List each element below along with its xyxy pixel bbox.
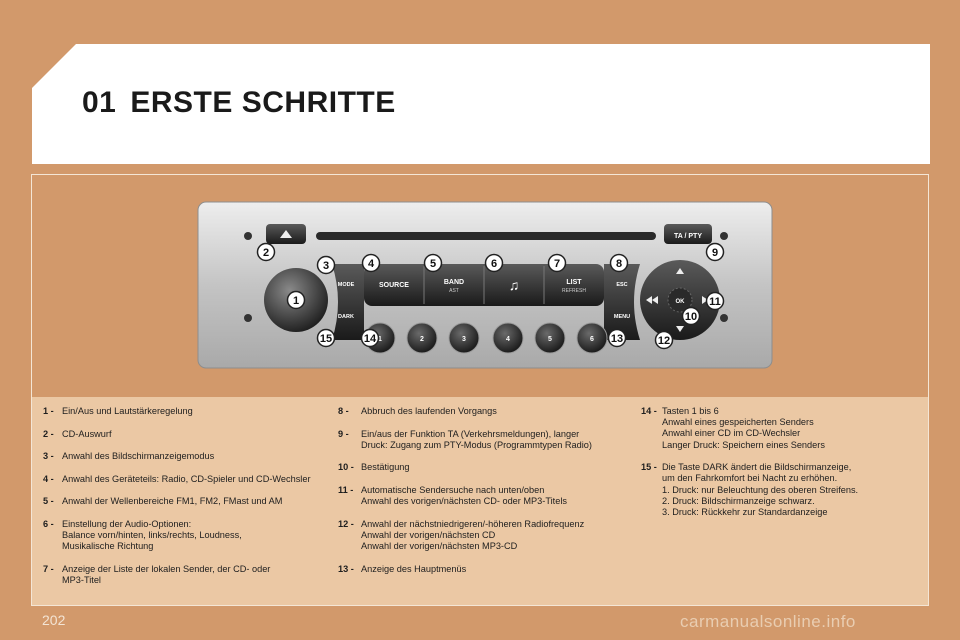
screw [244, 314, 252, 322]
legend-number: 9 - [338, 428, 349, 439]
legend-item [338, 485, 592, 507]
callout-14 [362, 330, 379, 347]
callout-number: 13 [610, 333, 624, 345]
legend-number: 11 - [338, 484, 354, 495]
legend-text: Bestätigung [361, 462, 410, 473]
legend-item [43, 496, 311, 507]
dark-label: DARK [338, 314, 354, 320]
menu-button[interactable]: MENU [613, 314, 631, 320]
callout-5 [425, 255, 442, 272]
callout-1 [288, 292, 305, 309]
callout-3 [318, 257, 335, 274]
legend-text: Abbruch des laufenden Vorgangs [361, 406, 497, 416]
legend-text: Anwahl des Bildschirmanzeigemodus [62, 451, 215, 462]
legend-text: Ein/aus der Funktion TA (Verkehrsmeldungen), langer Druck: Zugang zum PTY-Modus (Programmtypen Radio) [361, 428, 592, 450]
legend-text: Die Taste DARK ändert die Bildschirmanzeige, um den Fahrkomfort bei Nacht zu erhöhen. 1. Druck: nur Beleuchtung des oberen Streifens. 2. Druck: Bildschirmanzeige schwarz. 3. Druck: Rückkehr zur Standardanzeige [662, 462, 859, 518]
screw [244, 232, 252, 240]
list-button[interactable]: LIST [566, 279, 582, 286]
legend-text: Tasten 1 bis 6 Anwahl eines gespeicherten Senders Anwahl einer CD im CD-Wechsler Langer Druck: Speichern eines Senders [662, 406, 825, 450]
refresh-label: REFRESH [562, 288, 586, 294]
radio-illustration [196, 200, 774, 370]
ok-label: OK [675, 299, 685, 305]
legend-item [43, 564, 311, 586]
legend-item [43, 519, 311, 553]
legend-number: 15 - [641, 462, 657, 473]
preset-label: 6 [590, 336, 594, 343]
legend-column-2 [338, 406, 592, 586]
legend-text: Einstellung der Audio-Optionen: Balance vorn/hinten, links/rechts, Loudness, Musikalische Richtung [62, 518, 242, 552]
legend-item [641, 406, 858, 451]
esc-button[interactable]: ESC [616, 282, 628, 288]
legend-item [338, 429, 592, 451]
callout-12 [656, 332, 673, 349]
callout-number: 4 [367, 258, 375, 270]
callout-2 [258, 244, 275, 261]
callout-number: 12 [657, 335, 671, 347]
legend-item [338, 406, 592, 417]
callout-number: 6 [490, 258, 498, 270]
callout-7 [549, 255, 566, 272]
screw [720, 232, 728, 240]
legend-column-3 [641, 406, 858, 530]
preset-label: 3 [462, 336, 466, 343]
legend-number: 12 - [338, 518, 354, 529]
legend-number: 7 - [43, 563, 54, 574]
cd-slot [316, 232, 656, 240]
legend-number: 14 - [641, 406, 657, 416]
callout-6 [486, 255, 503, 272]
legend-item [43, 451, 311, 462]
callout-number: 5 [429, 258, 437, 270]
watermark: carmanualsonline.info [680, 612, 856, 631]
legend-text: Anwahl des Geräteteils: Radio, CD-Spieler und CD-Wechsler [62, 473, 311, 484]
callout-4 [363, 255, 380, 272]
mode-label: MODE [337, 282, 355, 288]
ta-pty-label: TA / PTY [674, 233, 702, 240]
callout-number: 14 [363, 333, 377, 345]
legend-text: Automatische Sendersuche nach unten/oben Anwahl des vorigen/nächsten CD- oder MP3-Titels [361, 484, 567, 507]
callout-number: 2 [262, 247, 270, 259]
callout-number: 7 [553, 258, 561, 270]
audio-button[interactable]: ♫ [508, 277, 520, 293]
legend-text: Ein/Aus und Lautstärkeregelung [62, 406, 193, 416]
legend-number: 1 - [43, 406, 54, 416]
legend-column-1 [43, 406, 311, 598]
legend-number: 10 - [338, 462, 354, 473]
legend-text: Anzeige der Liste der lokalen Sender, der CD- oder MP3-Titel [62, 563, 271, 586]
legend-item [43, 474, 311, 485]
legend-number: 4 - [43, 473, 54, 484]
callout-8 [611, 255, 628, 272]
callout-number: 15 [319, 333, 333, 345]
preset-label: 5 [548, 336, 552, 343]
callout-number: 1 [292, 295, 300, 307]
legend-text: Anwahl der nächstniedrigeren/-höheren Radiofrequenz Anwahl der vorigen/nächsten CD Anwahl der vorigen/nächsten MP3-CD [361, 518, 585, 552]
legend-number: 5 - [43, 496, 54, 507]
callout-number: 10 [684, 311, 698, 323]
screw [720, 314, 728, 322]
legend-text: CD-Auswurf [62, 428, 112, 439]
legend-text: Anwahl der Wellenbereiche FM1, FM2, FMast und AM [62, 496, 283, 507]
callout-number: 3 [322, 260, 330, 272]
legend-number: 3 - [43, 451, 54, 462]
legend-item [43, 406, 311, 417]
callout-number: 11 [709, 296, 721, 308]
legend-number: 2 - [43, 428, 54, 439]
source-button[interactable]: SOURCE [379, 282, 409, 289]
legend-item [338, 462, 592, 473]
callout-13 [609, 330, 626, 347]
preset-label: 4 [506, 336, 510, 343]
page-number: 202 [42, 612, 66, 628]
legend-text: Anzeige des Hauptmenüs [361, 563, 467, 574]
legend-item [338, 564, 592, 575]
legend-number: 6 - [43, 518, 54, 529]
preset-label: 2 [420, 336, 424, 343]
callout-9 [707, 244, 724, 261]
callout-15 [318, 330, 335, 347]
legend-number: 8 - [338, 406, 349, 416]
callout-10 [683, 308, 700, 325]
page-title: 01 ERSTE SCHRITTE [82, 86, 396, 119]
legend-item [641, 462, 858, 518]
legend-item [338, 519, 592, 553]
callout-number: 9 [711, 247, 719, 259]
callout-number: 8 [615, 258, 623, 270]
legend-item [43, 429, 311, 440]
preset-label: 1 [378, 336, 382, 343]
ast-label: AST [449, 288, 459, 294]
legend-number: 13 - [338, 563, 354, 574]
band-button[interactable]: BAND [443, 279, 465, 286]
callout-11 [707, 293, 724, 310]
